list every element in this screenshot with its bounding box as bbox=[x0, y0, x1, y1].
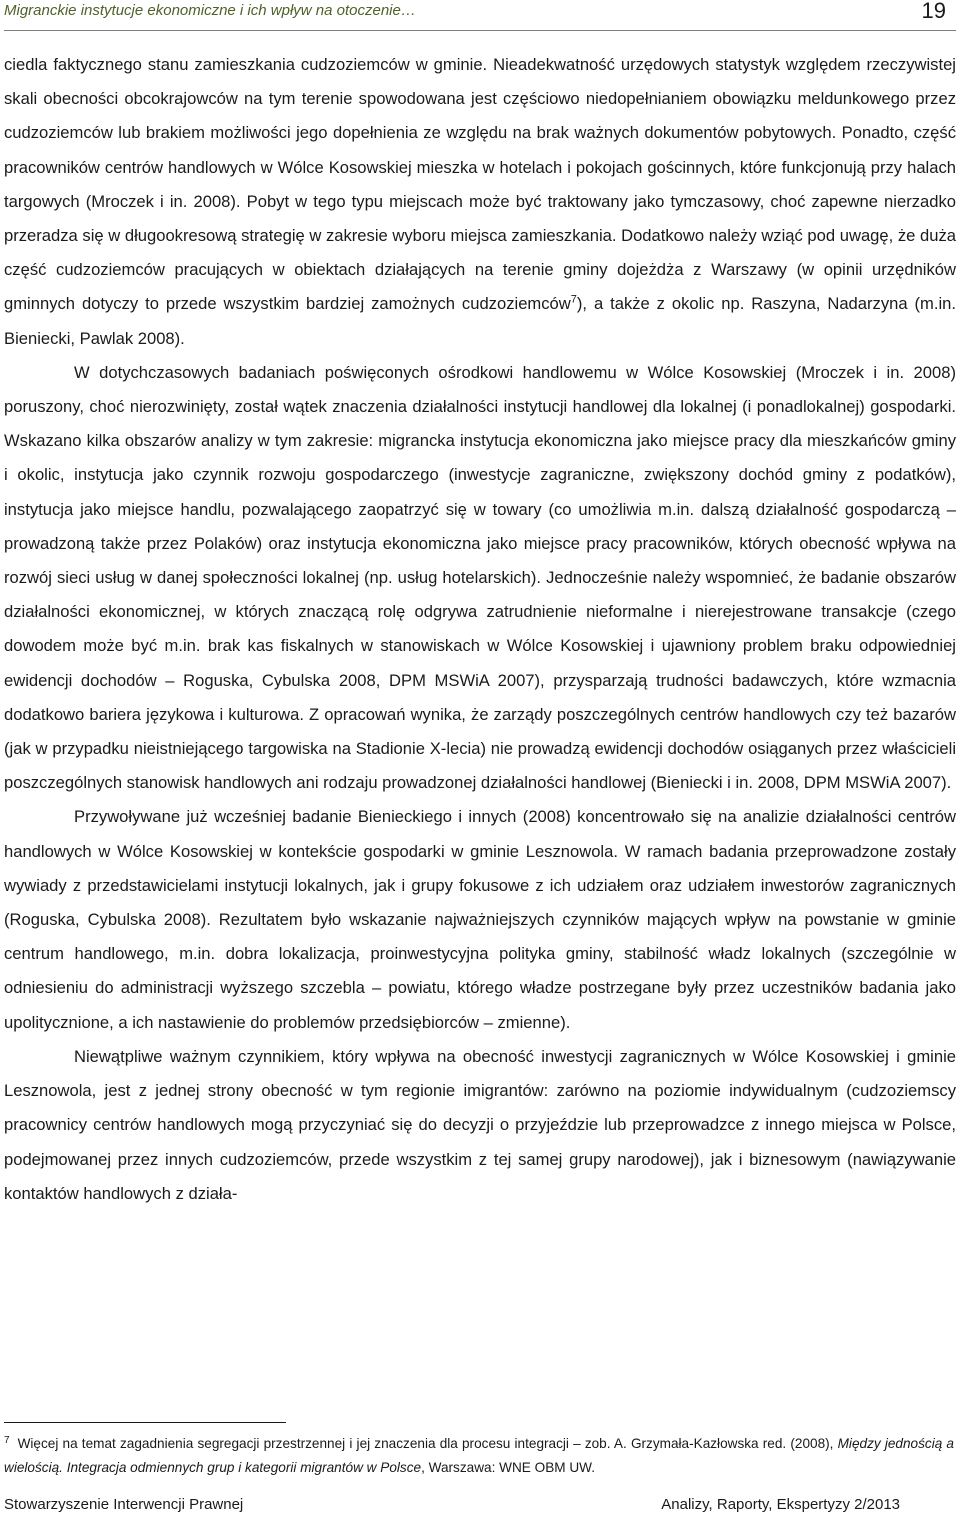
page-header bbox=[4, 0, 956, 31]
footnote-text: Więcej na temat zagadnienia segregacji przestrzennej i jej znaczenia dla procesu integracji – zob. A. Grzymała-Kazłowska red. (2008), bbox=[17, 1436, 838, 1451]
footnote-reference[interactable]: 7 bbox=[570, 293, 577, 306]
footnote-number: 7 bbox=[4, 1435, 10, 1446]
paragraph-1-text: ciedla faktycznego stanu zamieszkania cudzoziemców w gminie. Nieadekwatność urzędowych statystyk względem rzeczywistej skali obecności obcokrajowców na tym terenie spowodowana jest częściowo niedopełnianiem obowiązku meldunkowego przez cudzoziemców lub brakiem możliwości jego dopełnienia ze względu na brak ważnych dokumentów pobytowych. Ponadto, część pracowników centrów handlowych w Wólce Kosowskiej mieszka w hotelach i pokojach gościnnych, które funkcjonują przy halach targowych (Mroczek i in. 2008). Pobyt w tego typu miejscach może być traktowany jako tymczasowy, choć zapewne nierzadko przeradza się w długookresową strategię w zakresie wyboru miejsca zamieszkania. Dodatkowo należy wziąć pod uwagę, że duża część cudzoziemców pracujących w obiektach działających na terenie gminy dojeżdża z Warszawy (w opinii urzędników gminnych dotyczy to przede wszystkim bardziej zamożnych cudzoziemców bbox=[4, 55, 956, 314]
main-text bbox=[4, 48, 956, 1211]
paragraph-1 bbox=[4, 48, 956, 356]
footnote-separator bbox=[4, 1422, 286, 1423]
running-header-title: Migranckie instytucje ekonomiczne i ich wpływ na otoczenie… bbox=[4, 2, 416, 19]
footnote-text-end: , Warszawa: WNE OBM UW. bbox=[421, 1460, 596, 1475]
paragraph-1-text-end: ), a także z okolic np. Raszyna, Nadarzyna (m.in. Bieniecki, Pawlak 2008). bbox=[4, 294, 956, 348]
footnote-book-title: Między jednością a wielością. Integracja odmiennych grup i kategorii migrantów w Polsce bbox=[4, 1436, 954, 1475]
paragraph-2: W dotychczasowych badaniach poświęconych ośrodkowi handlowemu w Wólce Kosowskiej (Mroczek i in. 2008) poruszony, choć nierozwinięty, został wątek znaczenia działalności instytucji handlowej dla lokalnej (i ponadlokalnej) gospodarki. Wskazano kilka obszarów analizy w tym zakresie: migrancka instytucja ekonomiczna jako miejsce pracy dla mieszkańców gminy i okolic, instytucja jako czynnik rozwoju gospodarczego (inwestycje zagraniczne, zwiększony dochód gminy z podatków), instytucja jako miejsce handlu, pozwalającego zaopatrzyć się w towary (co umożliwia m.in. dalszą działalność gospodarczą – prowadzoną także przez Polaków) oraz instytucja ekonomiczna jako miejsce pracy pracowników, których obecność wpływa na rozwój sieci usług w danej społeczności lokalnej (np. usług hotelarskich). Jednocześnie należy wspomnieć, że badanie obszarów działalności ekonomicznej, w których znaczącą rolę odgrywa zatrudnienie nieformalne i nierejestrowane transakcje (czego dowodem może być m.in. brak kas fiskalnych w stanowiskach w Wólce Kosowskiej i ujawniony problem braku odpowiedniej ewidencji dochodów – Roguska, Cybulska 2008, DPM MSWiA 2007), przysparzają trudności badawczych, które wzmacnia dodatkowo bariera językowa i kulturowa. Z opracowań wynika, że zarządy poszczególnych centrów handlowych czy też bazarów (jak w przypadku nieistniejącego targowiska na Stadionie X-lecia) nie prowadzą ewidencji dochodów osiąganych przez właścicieli poszczególnych stanowisk handlowych ani rodzaju prowadzonej działalności handlowej (Bieniecki i in. 2008, DPM MSWiA 2007). bbox=[4, 362, 956, 793]
footer-series: Analizy, Raporty, Ekspertyzy 2/2013 bbox=[661, 1496, 900, 1513]
footer-publisher: Stowarzyszenie Interwencji Prawnej bbox=[4, 1496, 244, 1513]
page-number: 19 bbox=[921, 0, 946, 23]
footnote bbox=[4, 1432, 954, 1480]
paragraph-4: Niewątpliwe ważnym czynnikiem, który wpływa na obecność inwestycji zagranicznych w Wólce Kosowskiej i gminie Lesznowola, jest z jednej strony obecność w tym regionie imigrantów: zarówno na poziomie indywidualnym (cudzoziemscy pracownicy centrów handlowych mogą przyczyniać się do decyzji o przyjeździe lub przeprowadzce z innego miejsca w Polsce, podejmowanej przez innych cudzoziemców, przede wszystkim z tej samej grupy narodowej), jak i biznesowym (nawiązywanie kontaktów handlowych z działa- bbox=[4, 1046, 956, 1203]
paragraph-3: Przywoływane już wcześniej badanie Bienieckiego i innych (2008) koncentrowało się na analizie działalności centrów handlowych w Wólce Kosowskiej w kontekście gospodarki w gminie Lesznowola. W ramach badania przeprowadzone zostały wywiady z przedstawicielami instytucji lokalnych, jak i grupy fokusowe z ich udziałem oraz udziałem inwestorów zagranicznych (Roguska, Cybulska 2008). Rezultatem było wskazanie najważniejszych czynników mających wpływ na powstanie w gminie centrum handlowego, m.in. dobra lokalizacja, proinwestycyjna polityka gminy, stabilność władz lokalnych (szczególnie w odniesieniu do administracji wyższego szczebla – powiatu, którego władze postrzegane były przez uczestników badania jako upolitycznione, a ich nastawienie do problemów przedsiębiorców – zmienne). bbox=[4, 807, 956, 1032]
